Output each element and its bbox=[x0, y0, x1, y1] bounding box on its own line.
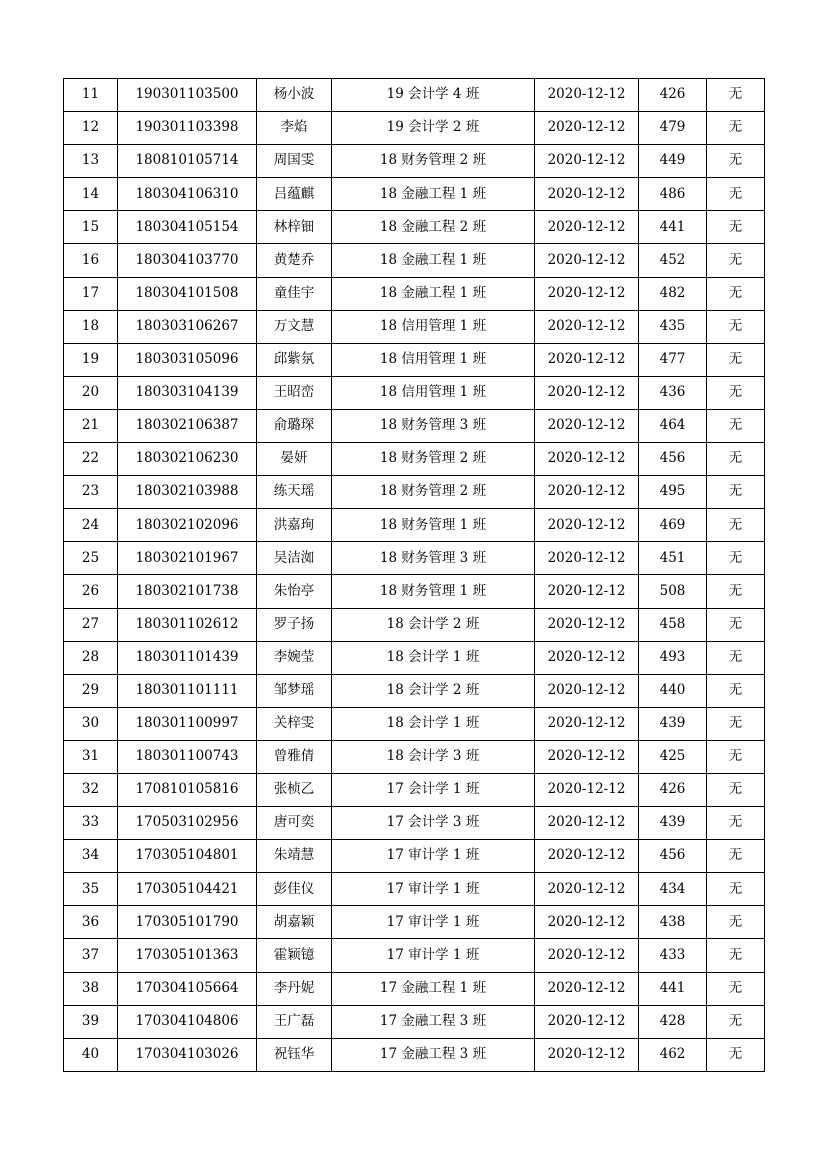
table-row bbox=[64, 773, 765, 806]
student-name-cell: 祝钰华 bbox=[257, 1038, 332, 1071]
score-cell: 436 bbox=[639, 376, 707, 409]
student-id-cell: 170305101363 bbox=[118, 939, 257, 972]
exam-date-cell: 2020-12-12 bbox=[535, 211, 639, 244]
score-cell: 493 bbox=[639, 641, 707, 674]
class-name-cell: 18 会计学 1 班 bbox=[332, 641, 535, 674]
student-name-cell: 关梓雯 bbox=[257, 707, 332, 740]
student-id-cell: 180301101111 bbox=[118, 674, 257, 707]
student-id-cell: 180304106310 bbox=[118, 178, 257, 211]
remark-cell: 无 bbox=[707, 707, 765, 740]
student-name-cell: 唐可奕 bbox=[257, 807, 332, 840]
row-number-cell: 14 bbox=[64, 178, 118, 211]
table-row bbox=[64, 112, 765, 145]
class-name-cell: 18 财务管理 3 班 bbox=[332, 409, 535, 442]
exam-date-cell: 2020-12-12 bbox=[535, 443, 639, 476]
class-name-cell: 18 财务管理 2 班 bbox=[332, 476, 535, 509]
class-name-cell: 17 会计学 1 班 bbox=[332, 773, 535, 806]
student-id-cell: 180301100997 bbox=[118, 707, 257, 740]
student-name-cell: 朱怡亭 bbox=[257, 575, 332, 608]
row-number-cell: 35 bbox=[64, 873, 118, 906]
table-row bbox=[64, 443, 765, 476]
exam-date-cell: 2020-12-12 bbox=[535, 1005, 639, 1038]
class-name-cell: 18 财务管理 3 班 bbox=[332, 542, 535, 575]
student-id-cell: 180302101738 bbox=[118, 575, 257, 608]
exam-date-cell: 2020-12-12 bbox=[535, 906, 639, 939]
class-name-cell: 17 审计学 1 班 bbox=[332, 906, 535, 939]
table-row bbox=[64, 740, 765, 773]
remark-cell: 无 bbox=[707, 773, 765, 806]
table-row bbox=[64, 707, 765, 740]
class-name-cell: 18 财务管理 2 班 bbox=[332, 145, 535, 178]
remark-cell: 无 bbox=[707, 972, 765, 1005]
table-row bbox=[64, 79, 765, 112]
exam-date-cell: 2020-12-12 bbox=[535, 178, 639, 211]
remark-cell: 无 bbox=[707, 277, 765, 310]
student-id-cell: 180302103988 bbox=[118, 476, 257, 509]
score-cell: 439 bbox=[639, 707, 707, 740]
student-id-cell: 180301101439 bbox=[118, 641, 257, 674]
exam-date-cell: 2020-12-12 bbox=[535, 476, 639, 509]
class-name-cell: 18 金融工程 1 班 bbox=[332, 178, 535, 211]
score-cell: 435 bbox=[639, 310, 707, 343]
row-number-cell: 34 bbox=[64, 840, 118, 873]
exam-date-cell: 2020-12-12 bbox=[535, 310, 639, 343]
remark-cell: 无 bbox=[707, 79, 765, 112]
exam-date-cell: 2020-12-12 bbox=[535, 542, 639, 575]
student-id-cell: 180304103770 bbox=[118, 244, 257, 277]
remark-cell: 无 bbox=[707, 409, 765, 442]
row-number-cell: 26 bbox=[64, 575, 118, 608]
student-name-cell: 邱紫氛 bbox=[257, 343, 332, 376]
student-id-cell: 180303104139 bbox=[118, 376, 257, 409]
score-cell: 456 bbox=[639, 443, 707, 476]
table-body bbox=[64, 79, 765, 1072]
exam-date-cell: 2020-12-12 bbox=[535, 972, 639, 1005]
class-name-cell: 17 会计学 3 班 bbox=[332, 807, 535, 840]
score-cell: 449 bbox=[639, 145, 707, 178]
class-name-cell: 18 信用管理 1 班 bbox=[332, 343, 535, 376]
remark-cell: 无 bbox=[707, 840, 765, 873]
row-number-cell: 29 bbox=[64, 674, 118, 707]
score-cell: 434 bbox=[639, 873, 707, 906]
remark-cell: 无 bbox=[707, 674, 765, 707]
remark-cell: 无 bbox=[707, 112, 765, 145]
class-name-cell: 17 审计学 1 班 bbox=[332, 939, 535, 972]
remark-cell: 无 bbox=[707, 343, 765, 376]
student-name-cell: 胡嘉颖 bbox=[257, 906, 332, 939]
row-number-cell: 12 bbox=[64, 112, 118, 145]
remark-cell: 无 bbox=[707, 608, 765, 641]
student-id-cell: 180810105714 bbox=[118, 145, 257, 178]
student-id-cell: 180302102096 bbox=[118, 509, 257, 542]
table-row bbox=[64, 310, 765, 343]
remark-cell: 无 bbox=[707, 807, 765, 840]
class-name-cell: 18 金融工程 2 班 bbox=[332, 211, 535, 244]
score-cell: 462 bbox=[639, 1038, 707, 1071]
table-row bbox=[64, 476, 765, 509]
score-cell: 495 bbox=[639, 476, 707, 509]
student-name-cell: 俞璐琛 bbox=[257, 409, 332, 442]
student-name-cell: 张桢乙 bbox=[257, 773, 332, 806]
score-cell: 425 bbox=[639, 740, 707, 773]
score-cell: 482 bbox=[639, 277, 707, 310]
exam-date-cell: 2020-12-12 bbox=[535, 641, 639, 674]
score-cell: 426 bbox=[639, 773, 707, 806]
score-cell: 452 bbox=[639, 244, 707, 277]
score-cell: 458 bbox=[639, 608, 707, 641]
remark-cell: 无 bbox=[707, 376, 765, 409]
table-row bbox=[64, 807, 765, 840]
class-name-cell: 18 信用管理 1 班 bbox=[332, 376, 535, 409]
row-number-cell: 15 bbox=[64, 211, 118, 244]
remark-cell: 无 bbox=[707, 740, 765, 773]
row-number-cell: 30 bbox=[64, 707, 118, 740]
student-name-cell: 万文慧 bbox=[257, 310, 332, 343]
score-cell: 477 bbox=[639, 343, 707, 376]
table-row bbox=[64, 575, 765, 608]
score-cell: 441 bbox=[639, 211, 707, 244]
class-name-cell: 17 金融工程 3 班 bbox=[332, 1038, 535, 1071]
student-id-cell: 180304105154 bbox=[118, 211, 257, 244]
score-cell: 486 bbox=[639, 178, 707, 211]
table-row bbox=[64, 1038, 765, 1071]
row-number-cell: 27 bbox=[64, 608, 118, 641]
student-name-cell: 邹梦瑶 bbox=[257, 674, 332, 707]
student-id-cell: 190301103500 bbox=[118, 79, 257, 112]
row-number-cell: 19 bbox=[64, 343, 118, 376]
student-name-cell: 童佳宇 bbox=[257, 277, 332, 310]
remark-cell: 无 bbox=[707, 509, 765, 542]
remark-cell: 无 bbox=[707, 145, 765, 178]
exam-date-cell: 2020-12-12 bbox=[535, 674, 639, 707]
class-name-cell: 17 审计学 1 班 bbox=[332, 840, 535, 873]
remark-cell: 无 bbox=[707, 1005, 765, 1038]
student-id-cell: 180303106267 bbox=[118, 310, 257, 343]
remark-cell: 无 bbox=[707, 939, 765, 972]
score-cell: 456 bbox=[639, 840, 707, 873]
row-number-cell: 16 bbox=[64, 244, 118, 277]
class-name-cell: 18 会计学 3 班 bbox=[332, 740, 535, 773]
student-id-cell: 180303105096 bbox=[118, 343, 257, 376]
student-name-cell: 晏妍 bbox=[257, 443, 332, 476]
class-name-cell: 18 会计学 2 班 bbox=[332, 608, 535, 641]
exam-date-cell: 2020-12-12 bbox=[535, 79, 639, 112]
score-cell: 426 bbox=[639, 79, 707, 112]
student-id-cell: 170304105664 bbox=[118, 972, 257, 1005]
student-name-cell: 黄楚乔 bbox=[257, 244, 332, 277]
remark-cell: 无 bbox=[707, 906, 765, 939]
student-id-cell: 170503102956 bbox=[118, 807, 257, 840]
table-row bbox=[64, 939, 765, 972]
exam-date-cell: 2020-12-12 bbox=[535, 773, 639, 806]
table-row bbox=[64, 873, 765, 906]
exam-date-cell: 2020-12-12 bbox=[535, 145, 639, 178]
class-name-cell: 17 审计学 1 班 bbox=[332, 873, 535, 906]
exam-date-cell: 2020-12-12 bbox=[535, 939, 639, 972]
student-id-cell: 180302106230 bbox=[118, 443, 257, 476]
class-name-cell: 18 金融工程 1 班 bbox=[332, 277, 535, 310]
row-number-cell: 24 bbox=[64, 509, 118, 542]
student-name-cell: 吴洁洳 bbox=[257, 542, 332, 575]
score-cell: 438 bbox=[639, 906, 707, 939]
student-score-table bbox=[63, 78, 765, 1072]
exam-date-cell: 2020-12-12 bbox=[535, 409, 639, 442]
row-number-cell: 23 bbox=[64, 476, 118, 509]
student-name-cell: 朱靖慧 bbox=[257, 840, 332, 873]
score-cell: 441 bbox=[639, 972, 707, 1005]
row-number-cell: 31 bbox=[64, 740, 118, 773]
table-row bbox=[64, 277, 765, 310]
remark-cell: 无 bbox=[707, 1038, 765, 1071]
student-id-cell: 170304104806 bbox=[118, 1005, 257, 1038]
class-name-cell: 19 会计学 4 班 bbox=[332, 79, 535, 112]
student-name-cell: 王昭峦 bbox=[257, 376, 332, 409]
student-id-cell: 170304103026 bbox=[118, 1038, 257, 1071]
table-row bbox=[64, 244, 765, 277]
remark-cell: 无 bbox=[707, 178, 765, 211]
student-name-cell: 吕蕴麒 bbox=[257, 178, 332, 211]
student-id-cell: 180302101967 bbox=[118, 542, 257, 575]
table-row bbox=[64, 674, 765, 707]
student-name-cell: 周国雯 bbox=[257, 145, 332, 178]
student-id-cell: 170305104801 bbox=[118, 840, 257, 873]
remark-cell: 无 bbox=[707, 244, 765, 277]
score-cell: 428 bbox=[639, 1005, 707, 1038]
exam-date-cell: 2020-12-12 bbox=[535, 740, 639, 773]
exam-date-cell: 2020-12-12 bbox=[535, 840, 639, 873]
exam-date-cell: 2020-12-12 bbox=[535, 575, 639, 608]
table-row bbox=[64, 376, 765, 409]
exam-date-cell: 2020-12-12 bbox=[535, 244, 639, 277]
exam-date-cell: 2020-12-12 bbox=[535, 608, 639, 641]
student-name-cell: 洪嘉珣 bbox=[257, 509, 332, 542]
student-name-cell: 林梓钿 bbox=[257, 211, 332, 244]
student-name-cell: 李焰 bbox=[257, 112, 332, 145]
student-name-cell: 彭佳仪 bbox=[257, 873, 332, 906]
score-cell: 479 bbox=[639, 112, 707, 145]
row-number-cell: 18 bbox=[64, 310, 118, 343]
score-cell: 439 bbox=[639, 807, 707, 840]
row-number-cell: 37 bbox=[64, 939, 118, 972]
student-id-cell: 170305101790 bbox=[118, 906, 257, 939]
exam-date-cell: 2020-12-12 bbox=[535, 1038, 639, 1071]
table-row bbox=[64, 641, 765, 674]
score-cell: 451 bbox=[639, 542, 707, 575]
table-row bbox=[64, 906, 765, 939]
class-name-cell: 19 会计学 2 班 bbox=[332, 112, 535, 145]
row-number-cell: 40 bbox=[64, 1038, 118, 1071]
row-number-cell: 38 bbox=[64, 972, 118, 1005]
student-name-cell: 练天瑶 bbox=[257, 476, 332, 509]
table-row bbox=[64, 145, 765, 178]
score-cell: 464 bbox=[639, 409, 707, 442]
row-number-cell: 39 bbox=[64, 1005, 118, 1038]
student-name-cell: 曾雅倩 bbox=[257, 740, 332, 773]
exam-date-cell: 2020-12-12 bbox=[535, 343, 639, 376]
table-row bbox=[64, 509, 765, 542]
table-row bbox=[64, 178, 765, 211]
row-number-cell: 33 bbox=[64, 807, 118, 840]
student-name-cell: 杨小波 bbox=[257, 79, 332, 112]
remark-cell: 无 bbox=[707, 443, 765, 476]
table-row bbox=[64, 972, 765, 1005]
table-row bbox=[64, 211, 765, 244]
student-name-cell: 李婉莹 bbox=[257, 641, 332, 674]
exam-date-cell: 2020-12-12 bbox=[535, 509, 639, 542]
exam-date-cell: 2020-12-12 bbox=[535, 376, 639, 409]
remark-cell: 无 bbox=[707, 476, 765, 509]
student-id-cell: 180304101508 bbox=[118, 277, 257, 310]
student-name-cell: 李丹妮 bbox=[257, 972, 332, 1005]
remark-cell: 无 bbox=[707, 310, 765, 343]
row-number-cell: 25 bbox=[64, 542, 118, 575]
score-cell: 433 bbox=[639, 939, 707, 972]
class-name-cell: 18 财务管理 1 班 bbox=[332, 509, 535, 542]
class-name-cell: 17 金融工程 1 班 bbox=[332, 972, 535, 1005]
table-row bbox=[64, 343, 765, 376]
table-row bbox=[64, 608, 765, 641]
class-name-cell: 18 信用管理 1 班 bbox=[332, 310, 535, 343]
table-row bbox=[64, 840, 765, 873]
row-number-cell: 28 bbox=[64, 641, 118, 674]
score-cell: 469 bbox=[639, 509, 707, 542]
table-row bbox=[64, 409, 765, 442]
remark-cell: 无 bbox=[707, 542, 765, 575]
student-name-cell: 王广磊 bbox=[257, 1005, 332, 1038]
class-name-cell: 18 财务管理 1 班 bbox=[332, 575, 535, 608]
exam-date-cell: 2020-12-12 bbox=[535, 707, 639, 740]
table-row bbox=[64, 542, 765, 575]
row-number-cell: 36 bbox=[64, 906, 118, 939]
student-id-cell: 180302106387 bbox=[118, 409, 257, 442]
row-number-cell: 13 bbox=[64, 145, 118, 178]
class-name-cell: 18 会计学 1 班 bbox=[332, 707, 535, 740]
remark-cell: 无 bbox=[707, 211, 765, 244]
class-name-cell: 18 金融工程 1 班 bbox=[332, 244, 535, 277]
table-row bbox=[64, 1005, 765, 1038]
student-name-cell: 罗子扬 bbox=[257, 608, 332, 641]
student-id-cell: 190301103398 bbox=[118, 112, 257, 145]
remark-cell: 无 bbox=[707, 641, 765, 674]
score-cell: 508 bbox=[639, 575, 707, 608]
student-id-cell: 180301102612 bbox=[118, 608, 257, 641]
exam-date-cell: 2020-12-12 bbox=[535, 112, 639, 145]
remark-cell: 无 bbox=[707, 575, 765, 608]
row-number-cell: 17 bbox=[64, 277, 118, 310]
row-number-cell: 20 bbox=[64, 376, 118, 409]
exam-date-cell: 2020-12-12 bbox=[535, 277, 639, 310]
exam-date-cell: 2020-12-12 bbox=[535, 807, 639, 840]
class-name-cell: 18 财务管理 2 班 bbox=[332, 443, 535, 476]
class-name-cell: 18 会计学 2 班 bbox=[332, 674, 535, 707]
class-name-cell: 17 金融工程 3 班 bbox=[332, 1005, 535, 1038]
student-id-cell: 180301100743 bbox=[118, 740, 257, 773]
exam-date-cell: 2020-12-12 bbox=[535, 873, 639, 906]
row-number-cell: 32 bbox=[64, 773, 118, 806]
student-id-cell: 170810105816 bbox=[118, 773, 257, 806]
row-number-cell: 21 bbox=[64, 409, 118, 442]
row-number-cell: 22 bbox=[64, 443, 118, 476]
student-name-cell: 霍颖镱 bbox=[257, 939, 332, 972]
remark-cell: 无 bbox=[707, 873, 765, 906]
row-number-cell: 11 bbox=[64, 79, 118, 112]
score-cell: 440 bbox=[639, 674, 707, 707]
student-id-cell: 170305104421 bbox=[118, 873, 257, 906]
